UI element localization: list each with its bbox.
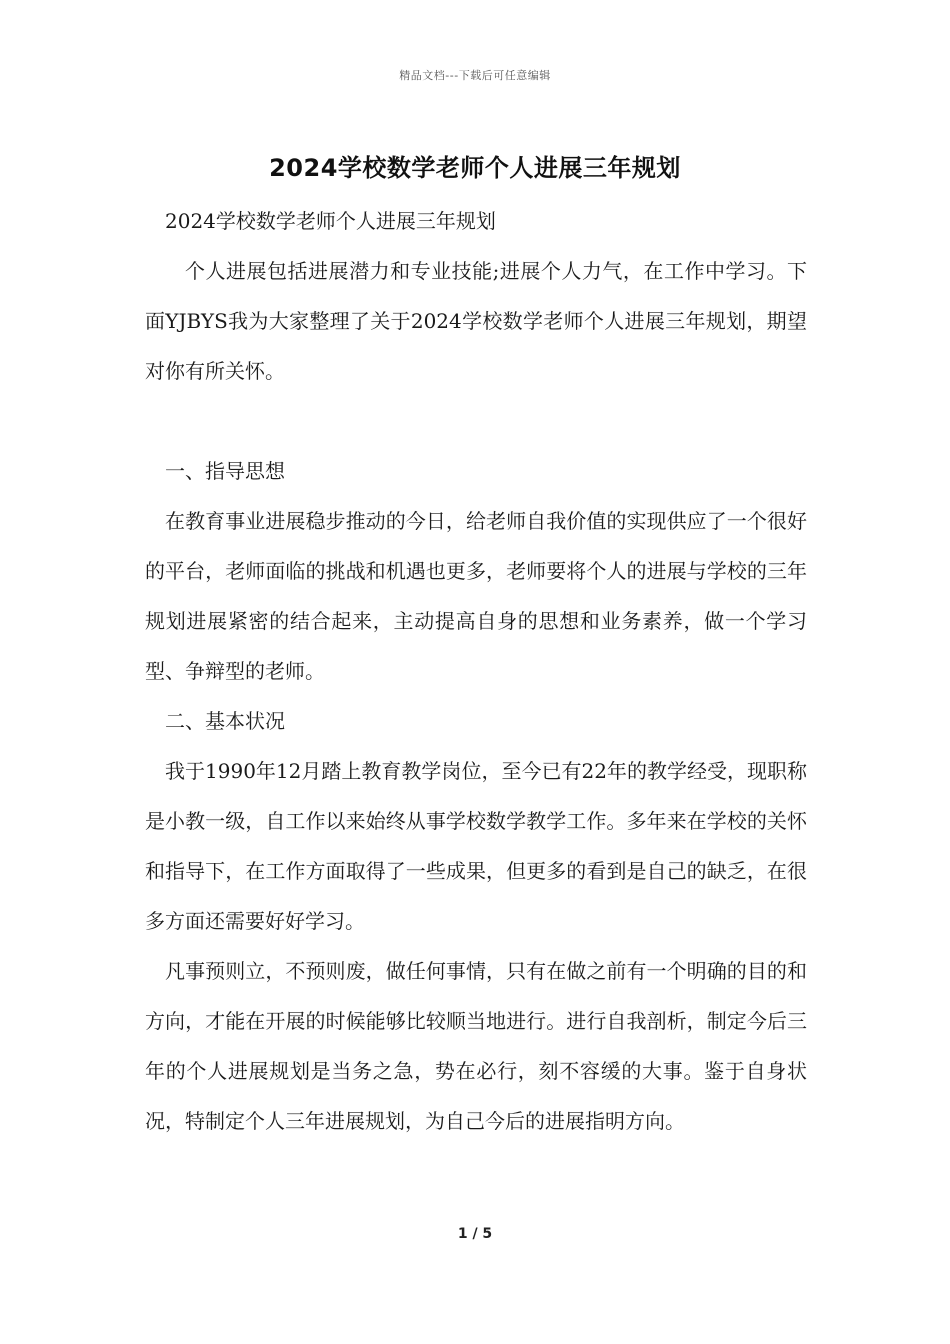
section-heading-basic-situation: 二、基本状况 (165, 709, 285, 733)
guiding-thought-paragraph: 在教育事业进展稳步推动的今日，给老师自我价值的实现供应了一个很好的平台，老师面临的挑战和机遇也更多，老师要将个人的进展与学校的三年规划进展紧密的结合起来，主动提高自身的思想和业务素养，做一个学习型、争辩型的老师。 (145, 509, 807, 683)
header-note: 精品文档---下载后可任意编辑 (399, 69, 551, 82)
subtitle-paragraph: 2024学校数学老师个人进展三年规划 (165, 209, 496, 233)
intro-paragraph: 个人进展包括进展潜力和专业技能;进展个人力气，在工作中学习。下面YJBYS我为大家整理了关于2024学校数学老师个人进展三年规划，期望对你有所关怀。 (145, 259, 807, 383)
page-number: 1 / 5 (457, 1226, 493, 1242)
basic-situation-paragraph: 我于1990年12月踏上教育教学岗位，至今已有22年的教学经受，现职称是小教一级，自工作以来始终从事学校数学教学工作。多年来在学校的关怀和指导下，在工作方面取得了一些成果，但更多的看到是自己的缺乏，在很多方面还需要好好学习。 (145, 759, 807, 933)
document-body (145, 196, 807, 1146)
paragraph-gap (145, 396, 807, 446)
planning-paragraph: 凡事预则立，不预则废，做任何事情，只有在做之前有一个明确的目的和方向，才能在开展的时候能够比较顺当地进行。进行自我剖析，制定今后三年的个人进展规划是当务之急，势在必行，刻不容缓的大事。鉴于自身状况，特制定个人三年进展规划，为自己今后的进展指明方向。 (145, 959, 807, 1133)
document-title: 2024学校数学老师个人进展三年规划 (269, 154, 681, 182)
section-heading-guiding-thought: 一、指导思想 (165, 459, 285, 483)
